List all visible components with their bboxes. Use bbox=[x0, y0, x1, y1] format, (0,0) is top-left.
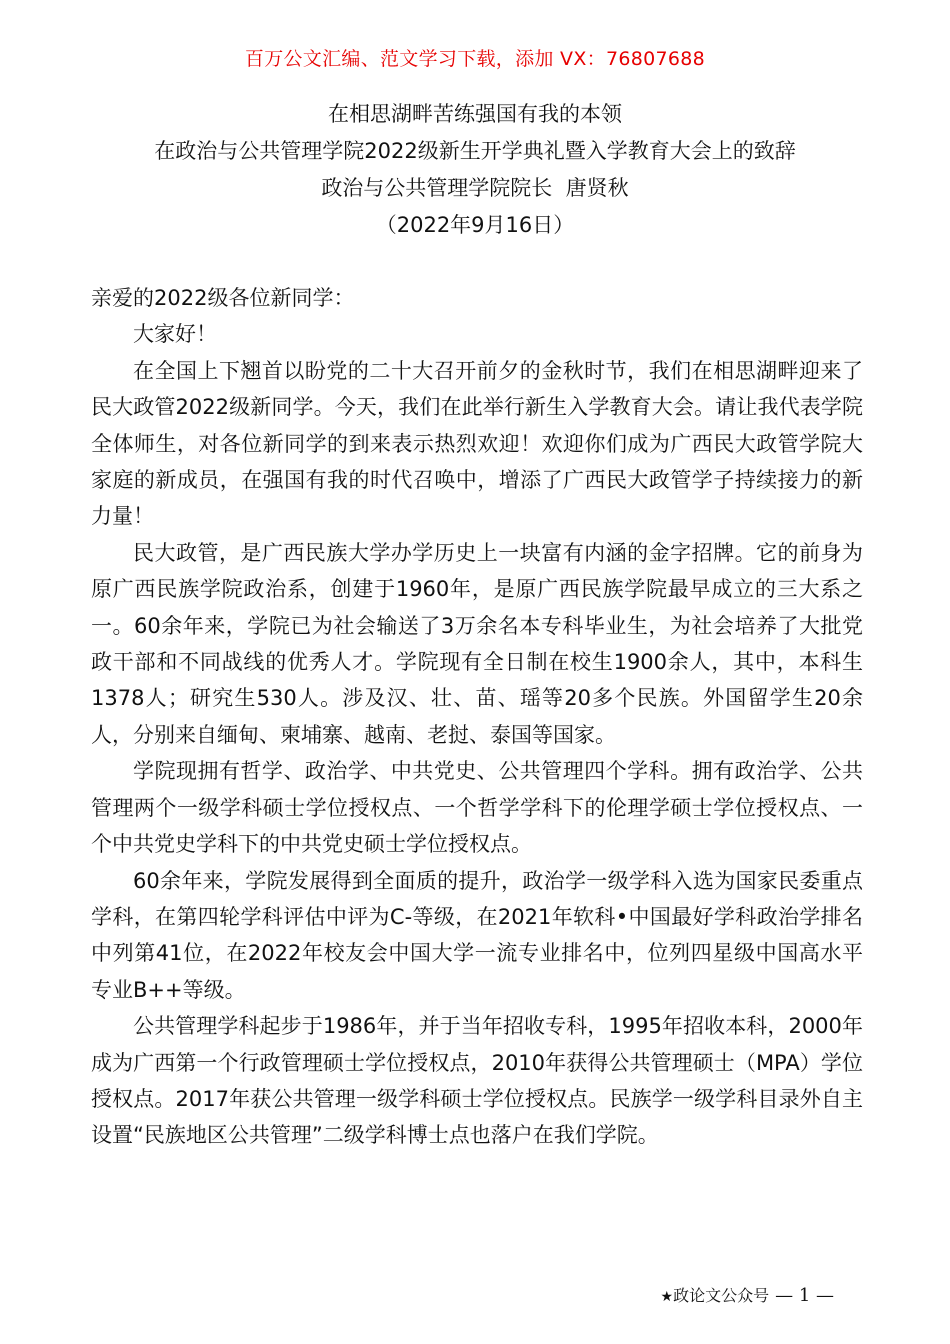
page-number: — 1 — bbox=[775, 1285, 834, 1306]
page-footer bbox=[661, 1284, 834, 1309]
speech-date: （2022年9月16日） bbox=[375, 213, 575, 237]
paragraph-welcome: 在全国上下翘首以盼党的二十大召开前夕的金秋时节，我们在相思湖畔迎来了民大政管2022级新同学。今天，我们在此举行新生入学教育大会。请让我代表学院全体师生，对各位新同学的到来表示热烈欢迎！欢迎你们成为广西民大政管学院大家庭的新成员，在强国有我的时代召唤中，增添了广西民大政管学子持续接力的新力量！ bbox=[91, 358, 863, 529]
footer-source: 政论文公众号 bbox=[673, 1286, 770, 1305]
speech-author: 政治与公共管理学院院长 唐贤秋 bbox=[321, 176, 629, 200]
speech-body bbox=[91, 280, 863, 1154]
salutation: 亲爱的2022级各位新同学： bbox=[91, 286, 355, 310]
title-block bbox=[40, 96, 910, 244]
star-icon: ★ bbox=[660, 1289, 674, 1305]
paragraph-disciplines: 学院现拥有哲学、政治学、中共党史、公共管理四个学科。拥有政治学、公共管理两个一级学科硕士学位授权点、一个哲学学科下的伦理学硕士学位授权点、一个中共党史学科下的中共党史硕士学位授权点。 bbox=[91, 759, 863, 857]
paragraph-history: 民大政管，是广西民族大学办学历史上一块富有内涵的金字招牌。它的前身为原广西民族学院政治系，创建于1960年，是原广西民族学院最早成立的三大系之一。60余年来，学院已为社会输送了3万余名本专科毕业生，为社会培养了大批党政干部和不同战线的优秀人才。学院现有全日制在校生1900余人，其中，本科生1378人；研究生530人。涉及汉、壮、苗、瑶等20多个民族。外国留学生20余人，分别来自缅甸、柬埔寨、越南、老挝、泰国等国家。 bbox=[91, 540, 863, 747]
speech-subtitle: 在政治与公共管理学院2022级新生开学典礼暨入学教育大会上的致辞 bbox=[154, 139, 796, 163]
paragraph-greeting: 大家好！ bbox=[133, 322, 217, 347]
paragraph-achievements: 60余年来，学院发展得到全面质的提升，政治学一级学科入选为国家民委重点学科，在第四轮学科评估中评为C-等级，在2021年软科•中国最好学科政治学排名中列第41位，在2022年校友会中国大学一流专业排名中，位列四星级中国高水平专业B++等级。 bbox=[91, 868, 863, 1002]
paragraph-public-management: 公共管理学科起步于1986年，并于当年招收专科，1995年招收本科，2000年成为广西第一个行政管理硕士学位授权点，2010年获得公共管理硕士（MPA）学位授权点。2017年获公共管理一级学科硕士学位授权点。民族学一级学科目录外自主设置“民族地区公共管理”二级学科博士点也落户在我们学院。 bbox=[91, 1014, 863, 1148]
promo-banner: 百万公文汇编、范文学习下载，添加 VX：76807688 bbox=[244, 48, 706, 70]
speech-title: 在相思湖畔苦练强国有我的本领 bbox=[328, 102, 622, 126]
